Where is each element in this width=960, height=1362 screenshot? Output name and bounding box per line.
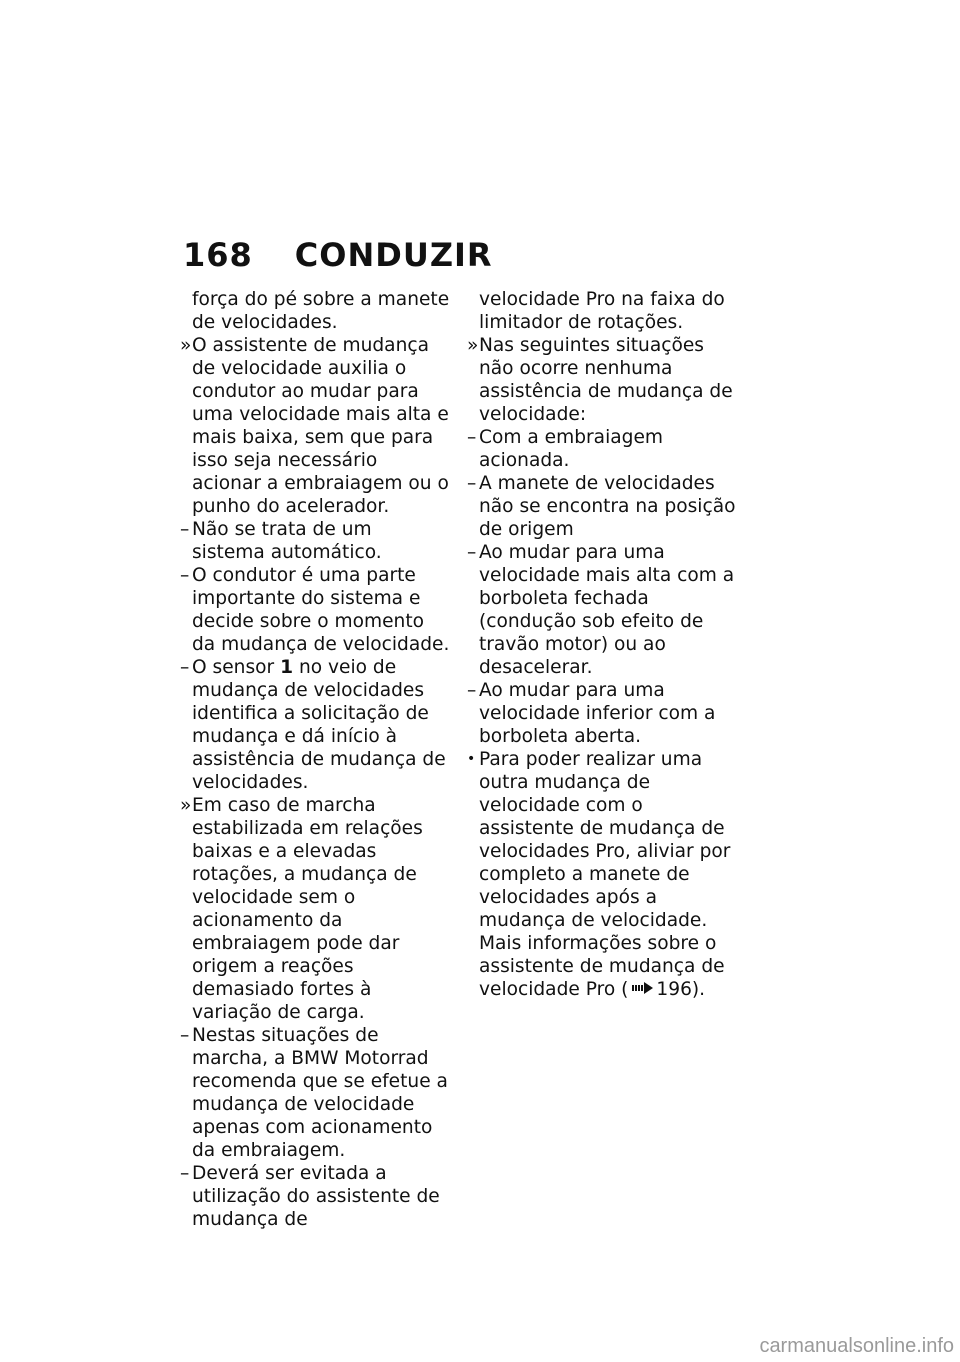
right-column	[467, 288, 739, 1001]
page-reference-arrow-icon	[630, 982, 654, 994]
reference-open: (	[621, 979, 629, 1000]
list-item	[180, 564, 450, 656]
chevron-marker: »	[180, 795, 192, 816]
paragraph-text: Em caso de marcha estabilizada em relações baixas e a elevadas rotações, a mudança de velocidade sem o acionamento da embraiagem pode dar origem a reações demasiado fortes à variação de carga.	[192, 795, 423, 1023]
list-item	[467, 472, 739, 541]
text-segment: no veio de mudança de velocidades identifica a solicitação de mudança e dá início à assistência de mudança de velocidades.	[192, 657, 446, 793]
reference-page: 196	[656, 979, 692, 1000]
dash-marker: –	[180, 565, 190, 586]
paragraph-text: Nas seguintes situações não ocorre nenhuma assistência de mudança de velocidade:	[479, 335, 733, 425]
dash-marker: –	[467, 542, 477, 563]
paragraph-text: velocidade Pro na faixa do limitador de rotações.	[479, 289, 725, 333]
sensor-number: 1	[280, 657, 294, 678]
paragraph-text: Ao mudar para uma velocidade mais alta com a borboleta fechada (condução sob efeito de travão motor) ou ao desacelerar.	[479, 542, 735, 678]
dash-marker: –	[180, 657, 190, 678]
paragraph-text: Não se trata de um sistema automático.	[192, 519, 382, 563]
list-item	[180, 794, 450, 1024]
text-segment: Para poder realizar uma outra mudança de velocidade com o assistente de mudança de velocidades Pro, aliviar por completo a manete de velocidades após a mudança de velocidade. Mais informações sobre o assistente de mudança de velocidade Pro	[479, 749, 731, 1000]
paragraph-text: A manete de velocidades não se encontra na posição de origem	[479, 473, 736, 540]
list-item	[467, 334, 739, 426]
list-item	[467, 541, 739, 679]
page-header	[183, 236, 493, 274]
chevron-marker: »	[467, 335, 479, 356]
paragraph-text: Deverá ser evitada a utilização do assistente de mudança de	[192, 1163, 440, 1230]
dash-marker: –	[467, 473, 477, 494]
page-reference[interactable]	[621, 979, 705, 1000]
dash-marker: –	[467, 680, 477, 701]
dash-marker: –	[467, 427, 477, 448]
watermark: carmanualsonline.info	[759, 1335, 954, 1357]
reference-close: ).	[691, 979, 706, 1000]
list-item	[180, 288, 450, 334]
dash-marker: –	[180, 519, 190, 540]
section-title: CONDUZIR	[294, 236, 493, 274]
page-number: 168	[183, 236, 253, 274]
list-item	[467, 426, 739, 472]
paragraph-text: Ao mudar para uma velocidade inferior com a borboleta aberta.	[479, 680, 716, 747]
dash-marker: –	[180, 1163, 190, 1184]
bullet-marker: •	[467, 751, 476, 767]
paragraph-text	[192, 656, 450, 794]
list-item	[467, 748, 739, 1001]
chevron-marker: »	[180, 335, 192, 356]
list-item	[180, 1162, 450, 1231]
list-item	[180, 656, 450, 794]
list-item	[180, 334, 450, 518]
text-segment: O sensor	[192, 657, 281, 678]
list-item	[180, 1024, 450, 1162]
list-item	[467, 288, 739, 334]
paragraph-text: O assistente de mudança de velocidade auxilia o condutor ao mudar para uma velocidade mais alta e mais baixa, sem que para isso seja necessário acionar a embraiagem ou o punho do acelerador.	[192, 335, 449, 517]
list-item	[180, 518, 450, 564]
paragraph-text: Com a embraiagem acionada.	[479, 427, 663, 471]
list-item	[467, 679, 739, 748]
dash-marker: –	[180, 1025, 190, 1046]
paragraph-text: Nestas situações de marcha, a BMW Motorrad recomenda que se efetue a mudança de velocidade apenas com acionamento da embraiagem.	[192, 1025, 448, 1161]
left-column	[180, 288, 450, 1231]
paragraph-text	[479, 748, 739, 1001]
paragraph-text: força do pé sobre a manete de velocidades.	[192, 289, 450, 333]
paragraph-text: O condutor é uma parte importante do sistema e decide sobre o momento da mudança de velocidade.	[192, 565, 450, 655]
